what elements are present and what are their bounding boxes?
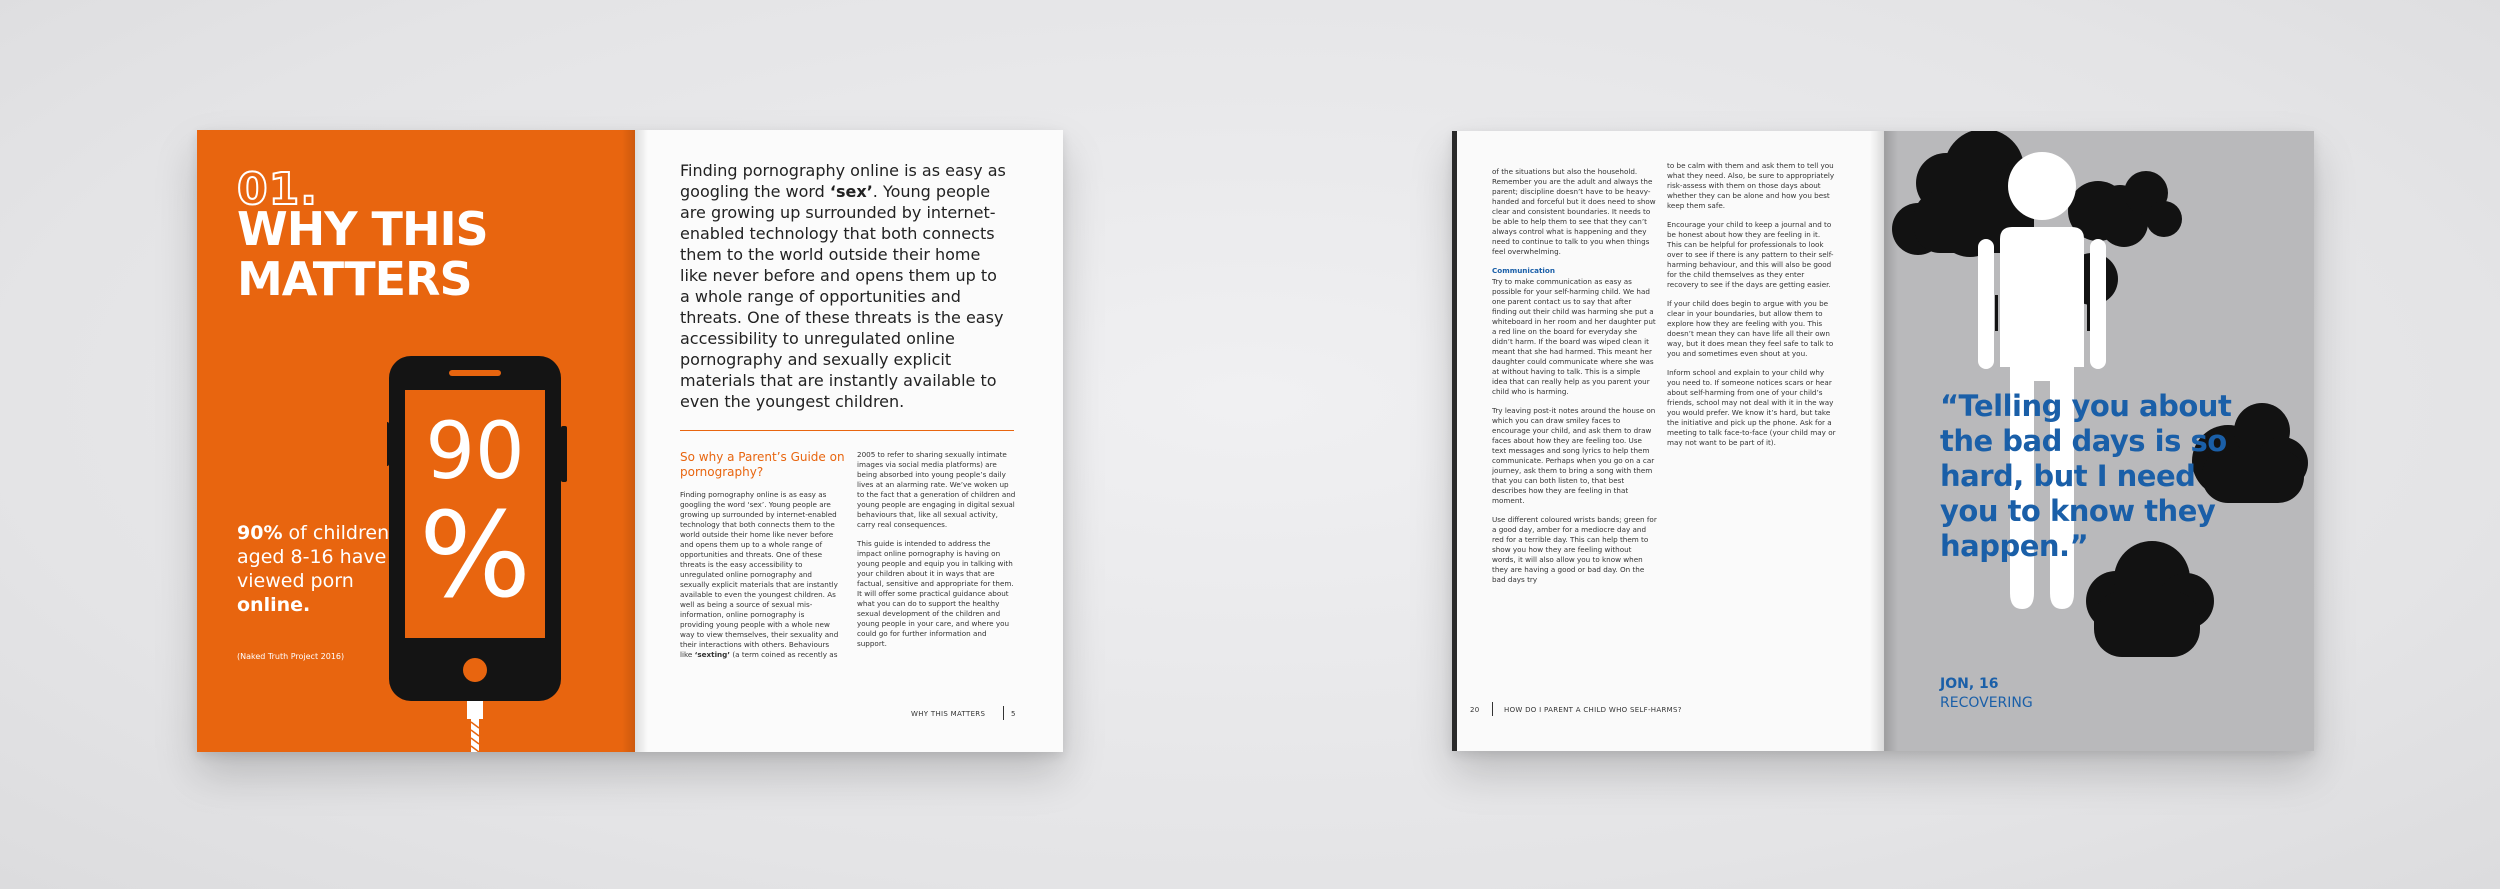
footer-separator bbox=[1492, 702, 1493, 716]
intro-after: . Young people are growing up surrounded by internet- enabled technology that both connects them to the world outside their home like never before and opens them up to a whole range of opportunities and threats. One of these threats is the easy accessibility to unregulated online pornography and sexually explicit materials that are instantly available to even the youngest children. bbox=[680, 182, 1004, 411]
phone-stat-symbol: % bbox=[418, 486, 532, 624]
quote-page bbox=[1884, 131, 2314, 751]
spine-edge bbox=[1452, 131, 1457, 751]
col2-paragraph-3: If your child does begin to argue with you be clear in your boundaries, but allow them to explore how they are feeling with you. This doesn’t mean they can have life all their own way, but it does mean they feel safe to talk to you and sometimes even shout at you. bbox=[1667, 299, 1834, 358]
footer-separator bbox=[1003, 706, 1004, 720]
col1-bold: ‘sexting’ bbox=[694, 650, 731, 659]
attribution-name: JON, 16 bbox=[1940, 676, 1999, 692]
section-title bbox=[237, 204, 537, 304]
col2-paragraph-2: This guide is intended to address the impact online pornography is having on young people and equip you in talking with your children about it in ways that are factual, sensitive and appropriate for them. It will offer some practical guidance about what you can do to support the healthy sexual development of the children and young people in your care, and where you could go for further information and support. bbox=[857, 539, 1014, 648]
col1-paragraph-2: Try to make communication as easy as possible for your self-harming child. We had one parent contact us to say that after finding out their child was harming she put a whiteboard in her room and her daughter put a red line on the board for everyday she didn’t harm. If the board was wiped clean it meant that she had harmed. This meant her daughter could communicate where she was at without having to talk. This is a simple idea that can really help as you parent your child who is harming. bbox=[1492, 277, 1656, 396]
statistic-text bbox=[237, 521, 397, 617]
col1-text: Finding pornography online is as easy as googling the word ‘sex’. Young people are growing up surrounded by internet-enabled technology that both connects them to the world outside their home like never before and opens them up to a whole range of opportunities and threats. One of these threats is the easy accessibility to unregulated online pornography and sexually explicit materials that are instantly available to even the youngest children. As well as being a source of sexual mis-information, online pornography is providing young people with a whole new way to view themselves, their sexuality and their interactions with others. Behaviours like bbox=[680, 490, 839, 659]
statistic-source: (Naked Truth Project 2016) bbox=[237, 652, 345, 661]
footer-title: WHY THIS MATTERS bbox=[911, 710, 986, 718]
intro-bold: ‘sex’ bbox=[829, 182, 873, 201]
attribution-role: RECOVERING bbox=[1940, 695, 2033, 711]
orange-page bbox=[197, 130, 635, 752]
intro-paragraph bbox=[680, 160, 1010, 412]
col1-paragraph-3: Try leaving post-it notes around the house on which you can draw smiley faces to encourage your child, and ask them to draw faces about how they are feeling too. Use text messages and song lyrics to help them communicate. Perhaps when you go on a car journey, ask them to bring a song with them that you can both listen to, that best describes how they are feeling in that moment. bbox=[1492, 406, 1656, 505]
col1-paragraph-1: of the situations but also the household. Remember you are the adult and always the parent; discipline doesn’t have to be heavy-handed and forceful but it does need to show clear and consistent boundaries. It needs to be able to help them to see that they can’t always control what is happening and they need to continue to talk to you when things feel overwhelming. bbox=[1492, 167, 1656, 256]
subheading: So why a Parent’s Guide on pornography? bbox=[680, 450, 845, 479]
intro-before: Finding pornography online is as easy as googling the word bbox=[680, 161, 1006, 201]
col2-paragraph-2: Encourage your child to keep a journal and to be honest about how they are feeling in it. This can be helpful for professionals to look over to see if there is any pattern to their self-harming behaviour, and this will also be good for the child themselves as they enter recovery to see if the days are getting easier. bbox=[1667, 220, 1834, 289]
statistic-line: of children aged 8-16 have viewed porn bbox=[237, 522, 390, 592]
charging-cable-icon bbox=[469, 720, 479, 752]
magazine-spread-right bbox=[1452, 131, 2314, 751]
magazine-spread-left bbox=[197, 130, 1063, 752]
col2-paragraph-1: 2005 to refer to sharing sexually intimate images via social media platforms) are being absorbed into young people’s daily lives at an alarming rate. We’ve woken up to the fact that a generation of children and young people are engaging in digital sexual behaviours that, like all sexual activity, carry real consequences. bbox=[857, 450, 1016, 529]
footer-title: HOW DO I PARENT A CHILD WHO SELF-HARMS? bbox=[1504, 706, 1682, 714]
statistic-strong: 90% bbox=[237, 522, 283, 544]
smartphone-icon bbox=[387, 356, 587, 752]
col1-tail: (a term coined as recently as bbox=[730, 650, 838, 659]
phone-stat-number: 90 bbox=[425, 407, 525, 497]
pull-quote: “Telling you about the bad days is so hard, but I need you to know they happen.” bbox=[1940, 389, 2232, 563]
col2-paragraph-1: to be calm with them and ask them to tell you what they need. Also, be sure to appropriately risk-assess with them on those days about whether they can be alone and how you best keep them safe. bbox=[1667, 161, 1835, 210]
text-page-right bbox=[1452, 131, 1884, 751]
col1-paragraph-4: Use different coloured wrists bands; green for a good day, amber for a mediocre day and red for a terrible day. This can help them to show you how they are feeling without words, it will also allow you to know when they are having a good or bad day. On the bad days try bbox=[1492, 515, 1657, 584]
page-number: 5 bbox=[1011, 710, 1016, 718]
section-title-line1: WHY THIS bbox=[237, 202, 488, 256]
text-column-2 bbox=[1667, 161, 1837, 457]
text-column-2 bbox=[857, 450, 1017, 658]
text-column-1 bbox=[1492, 167, 1657, 594]
section-title-line2: MATTERS bbox=[237, 252, 472, 306]
section-number: 01. bbox=[237, 164, 318, 215]
communication-heading: Communication bbox=[1492, 266, 1555, 275]
page-number: 20 bbox=[1470, 706, 1480, 714]
divider-line bbox=[680, 430, 1014, 431]
text-column-1 bbox=[680, 490, 840, 660]
statistic-end: online. bbox=[237, 594, 311, 616]
text-page-left bbox=[635, 130, 1063, 752]
col2-paragraph-4: Inform school and explain to your child why you need to. If someone notices scars or hear about self-harming from one of your child’s friends, school may not deal with it in the way you would prefer. We know it’s hard, but take the initiative and pick up the phone. Ask for a meeting to talk face-to-face (your child may or may not want to be part of it). bbox=[1667, 368, 1836, 447]
